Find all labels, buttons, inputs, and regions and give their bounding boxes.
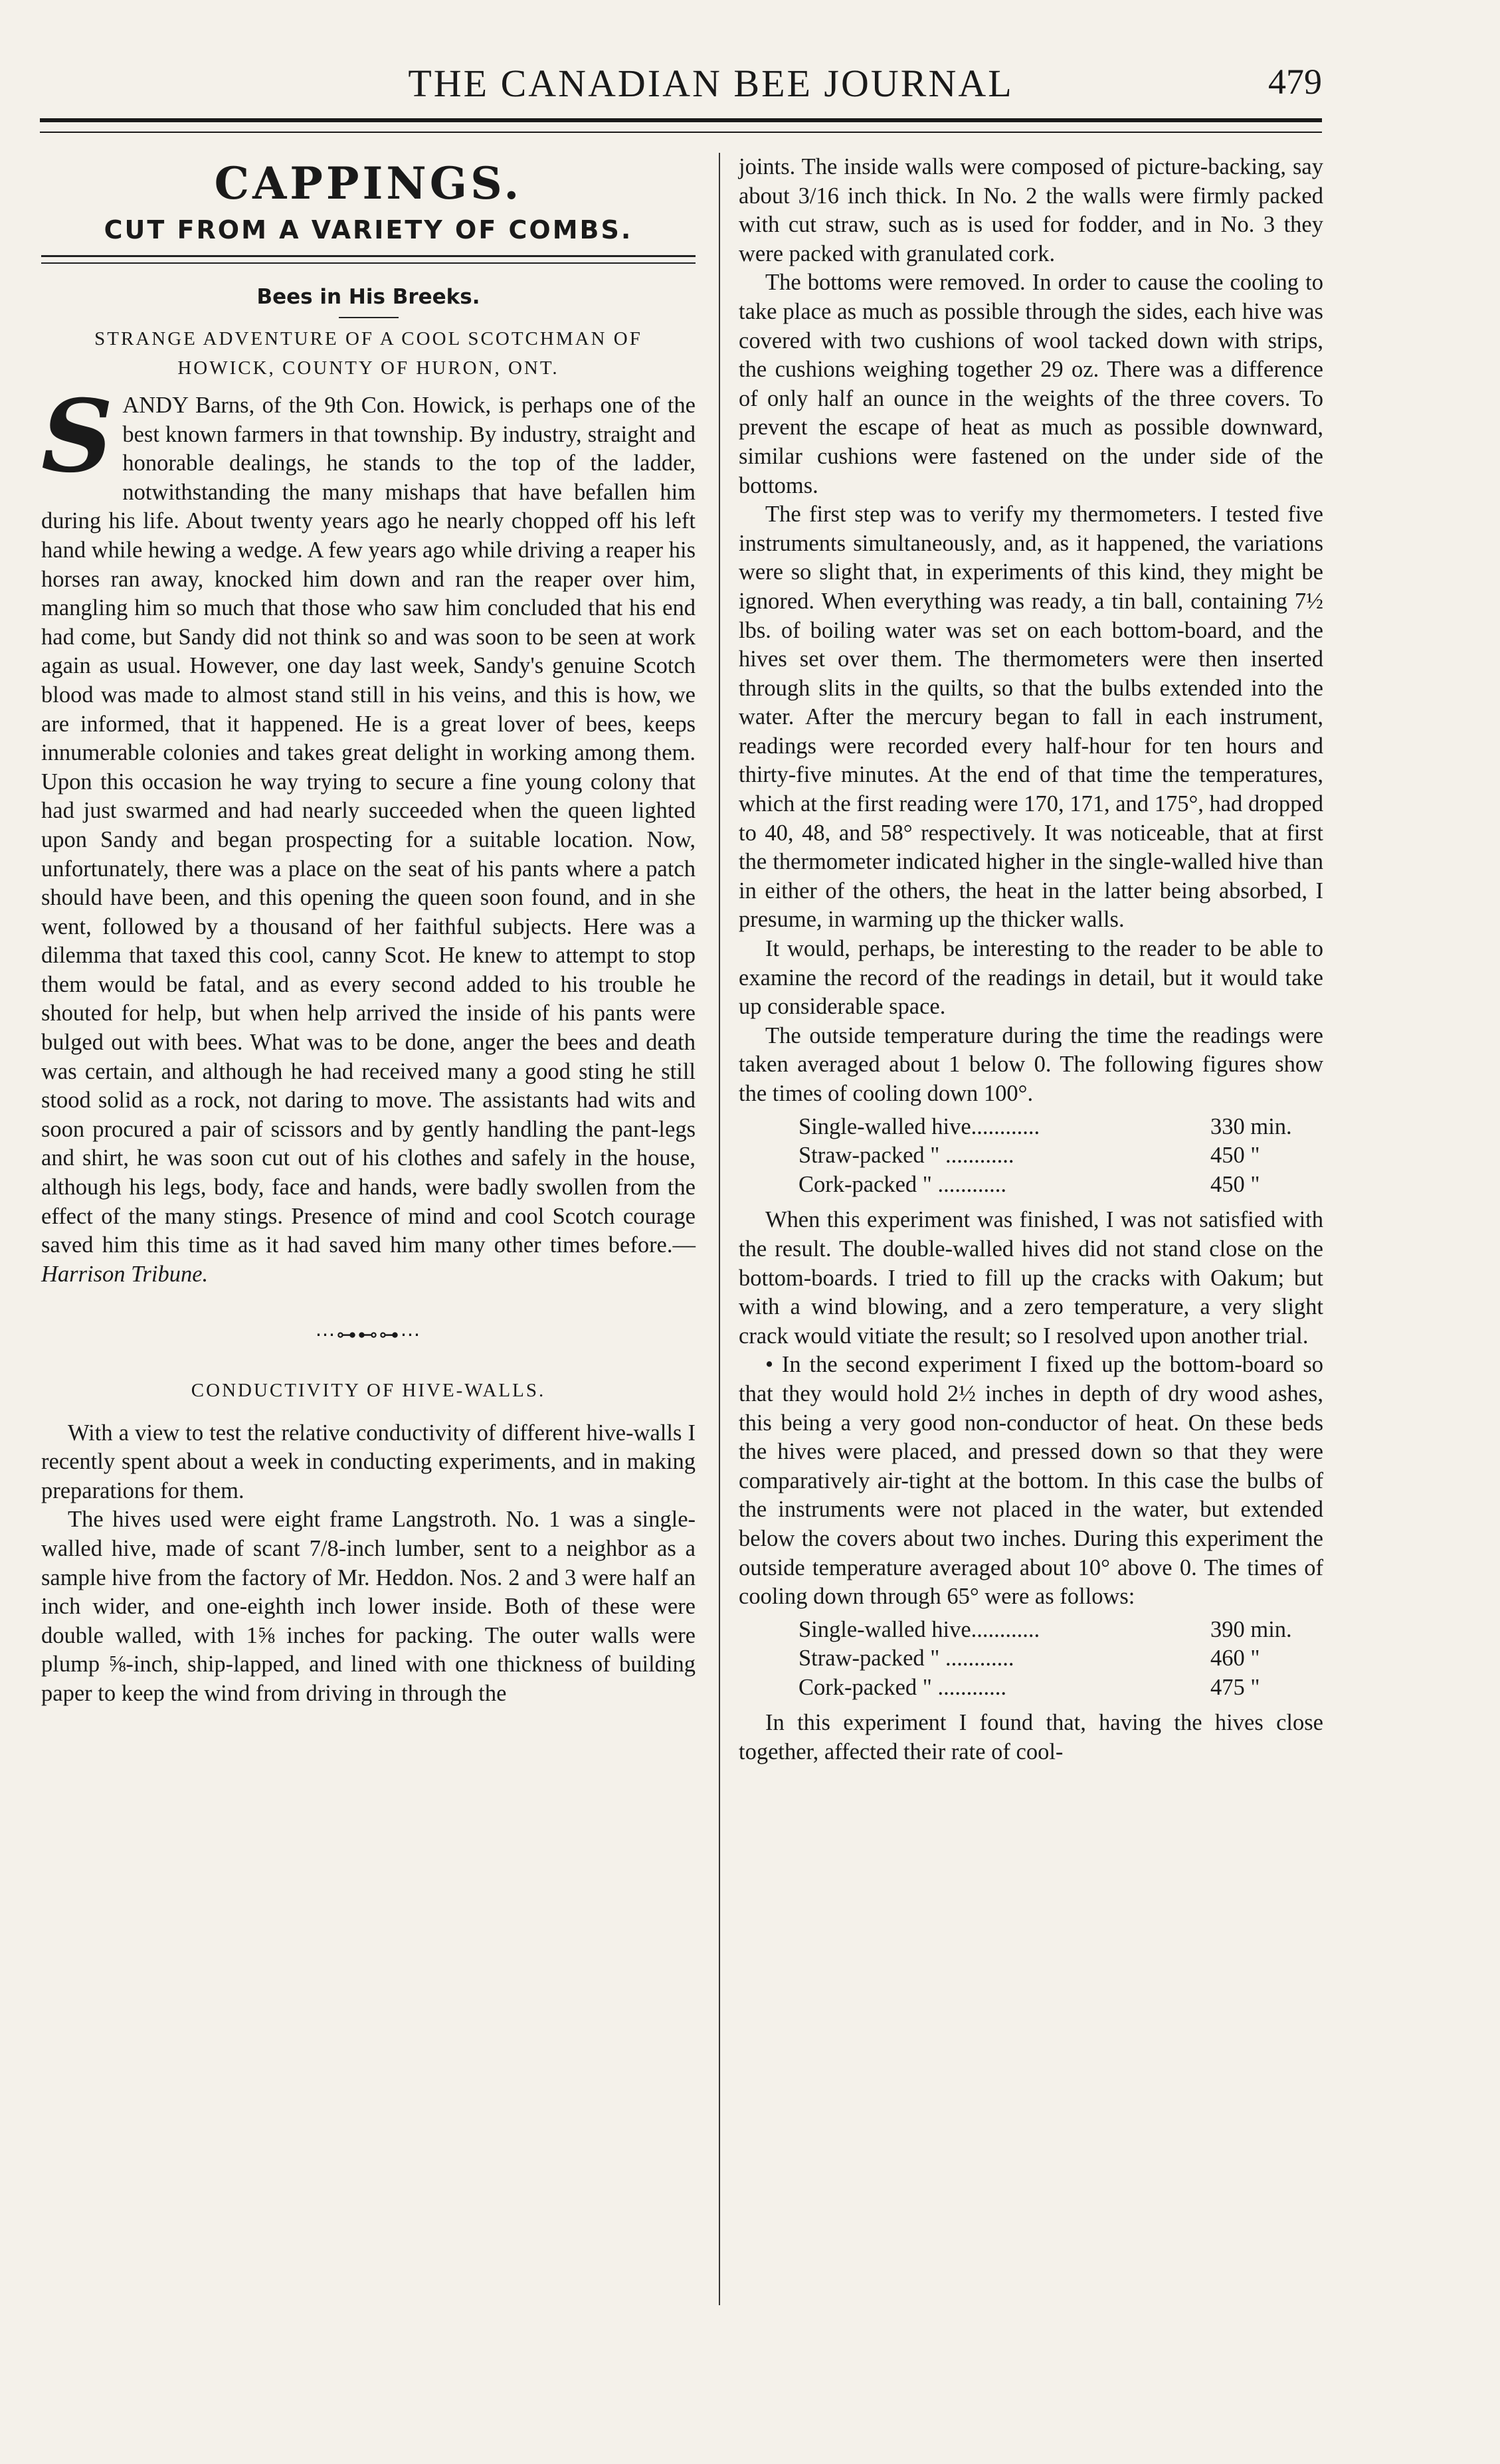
- article-subtitle-line-1: STRANGE ADVENTURE OF A COOL SCOTCHMAN OF: [94, 328, 642, 349]
- article-title-bees-in-breeks: Bees in His Breeks.: [256, 285, 480, 309]
- drop-cap: S: [41, 378, 114, 495]
- right-column: [739, 153, 1323, 1767]
- article-body: [41, 378, 696, 1289]
- table-label: Single-walled hive............: [798, 1113, 1040, 1139]
- table-row: [798, 1141, 1323, 1171]
- paragraph: The outside temperature during the time the readings were taken averaged about 1 below 0. The following figures show the times of cooling down 100°.: [739, 1022, 1323, 1106]
- journal-title: THE CANADIAN BEE JOURNAL: [408, 62, 1014, 105]
- running-head: [40, 61, 1322, 108]
- page-number: 479: [1268, 62, 1322, 102]
- paragraph: With a view to test the relative conductivity of different hive-walls I recently spent about a week in conducting experiments, and in making preparations for them.: [41, 1420, 696, 1503]
- table-value: 330 min.: [1210, 1113, 1292, 1139]
- table-value: 450 ": [1210, 1171, 1260, 1197]
- paragraph: When this experiment was finished, I was not satisfied with the result. The double-walled hives did not stand close on the bottom-boards. I tried to fill up the cracks with Oakum; but with a wind blowing, and a zero temperature, a very slight crack would vitiate the result; so I resolved upon another trial.: [739, 1207, 1323, 1349]
- header-rule-thin: [40, 132, 1322, 133]
- table-label: Straw-packed " ............: [798, 1143, 1014, 1169]
- table-label: Single-walled hive............: [798, 1616, 1040, 1642]
- table-value: 450 ": [1210, 1143, 1260, 1169]
- article-body-text: ANDY Barns, of the 9th Con. Howick, is perhaps one of the best known farmers in that township. By industry, straight and honorable dealings, he stands to the top of the ladder, notwithstanding the many mishaps that have befallen him during his life. About twenty years ago he nearly chopped off his left hand while hewing a wedge. A few years ago while driving a reaper his horses ran away, knocked him down and ran the reaper over him, mangling him so much that those who saw him concluded that his end had come, but Sandy did not think so and was soon to be seen at work again as usual. However, one day last week, Sandy's genuine Scotch blood was made to almost stand still in his veins, and this is how, we are informed, that it happened. He is a great lover of bees, keeps innumerable colonies and takes great delight in working among them. Upon this occasion he way trying to secure a fine young colony that had just swarmed and had nearly succeeded when the queen lighted upon Sandy and began prospecting for a suitable location. Now, unfortunately, there was a place on the seat of his pants where a patch should have been, and this opening the queen soon found, and in she went, followed by a thousand of her faithful subjects. Here was a dilemma that taxed this cool, canny Scot. He knew to attempt to stop them would be fatal, and as every second added to his trouble he shouted for help, but when help arrived the inside of his pants were bulged out with bees. What was to be done, anger the bees and death was certain, and although he had received many a good sting he still stood solid as a rock, not daring to move. The assistants had wits and soon procured a pair of scissors and by gently handling the pant-legs and shirt, he was soon cut out of his clothes and safely in the house, although his legs, body, face and hands, were badly swollen from the effect of the many stings. Presence of mind and cool Scotch courage saved him this time as it had saved him many other times before.—: [41, 393, 696, 1258]
- table-row: [798, 1113, 1323, 1142]
- cooling-table-1: [798, 1113, 1323, 1200]
- table-label: Straw-packed " ............: [798, 1646, 1014, 1671]
- paragraph: The first step was to verify my thermometers. I tested five instruments simultaneously, and, as it happened, the variations were so slight that, in experiments of this kind, they might be ignored. When everything was ready, a tin ball, containing 7½ lbs. of boiling water was set on each bottom-board, and the hives set over them. The thermometers were then inserted through slits in the quilts, so that the bulbs extended into the water. After the mercury began to fall in each instrument, readings were recorded every half-hour for ten hours and thirty-five minutes. At the end of that time the temperatures, which at the first reading were 170, 171, and 175°, had dropped to 40, 48, and 58° respectively. It was noticeable, that at first the thermometer indicated higher in the single-walled hive than in either of the others, the heat in the latter being absorbed, I presume, in warming up the thicker walls.: [739, 502, 1323, 933]
- paragraph: It would, perhaps, be interesting to the reader to be able to examine the record of the readings in detail, but it would take up considerable space.: [739, 936, 1323, 1020]
- paragraph: The hives used were eight frame Langstroth. No. 1 was a single-walled hive, made of scant 7/8-inch lumber, sent to a neighbor as a sample hive from the factory of Mr. Heddon. Nos. 2 and 3 were half an inch wider, and one-eighth inch lower inside. Both of these were double walled, with 1⅝ inches for packing. The outer walls were plump ⅝-inch, ship-lapped, and lined with one thickness of building paper to keep the wind from driving in through the: [41, 1507, 696, 1706]
- paragraph: • In the second experiment I fixed up the bottom-board so that they would hold 2½ inches in depth of dry wood ashes, this being a very good non-conductor of heat. On these beds the hives were placed, and pressed down so that they were comparatively air-tight at the bottom. In this case the bulbs of the instruments were not placed in the water, but extended below the covers about two inches. During this experiment the outside temperature averaged about 10° above 0. The times of cooling down through 65° were as follows:: [739, 1352, 1323, 1610]
- department-rule: [41, 255, 696, 264]
- department-heading: CAPPINGS.: [214, 157, 523, 209]
- paragraph: In this experiment I found that, having the hives close together, affected their rate of cool-: [739, 1710, 1323, 1765]
- section-ornament: ⋯⊶⊷⊶⋯: [315, 1324, 422, 1347]
- table-label: Cork-packed " ............: [798, 1171, 1007, 1197]
- paragraph: joints. The inside walls were composed of picture-backing, say about 3/16 inch thick. In No. 2 the walls were firmly packed with cut straw, such as is used for fodder, and in No. 3 they were packed with granulated cork.: [739, 154, 1323, 266]
- table-row: [798, 1673, 1323, 1703]
- table-value: 390 min.: [1210, 1616, 1292, 1642]
- column-divider: [719, 153, 720, 2305]
- department-subheading: CUT FROM A VARIETY OF COMBS.: [104, 215, 633, 244]
- cooling-table-2: [798, 1616, 1323, 1703]
- table-row: [798, 1616, 1323, 1645]
- paragraph: The bottoms were removed. In order to cause the cooling to take place as much as possible through the sides, each hive was covered with two cushions of wool tacked down with strips, the cushions weighing together 29 oz. There was a difference of only half an ounce in the weights of the three covers. To prevent the escape of heat as much as possible downward, similar cushions were fastened on the under side of the bottoms.: [739, 270, 1323, 498]
- table-row: [798, 1644, 1323, 1673]
- left-column: [41, 153, 696, 1709]
- article-source: Harrison Tribune.: [41, 1261, 209, 1287]
- article-subtitle-line-2: HOWICK, COUNTY OF HURON, ONT.: [177, 357, 559, 379]
- table-value: 460 ": [1210, 1646, 1260, 1671]
- table-value: 475 ": [1210, 1674, 1260, 1700]
- table-row: [798, 1171, 1323, 1200]
- header-rule-thick: [40, 118, 1322, 122]
- title-rule: [339, 317, 399, 318]
- table-label: Cork-packed " ............: [798, 1674, 1007, 1700]
- article-title-conductivity: CONDUCTIVITY OF HIVE-WALLS.: [191, 1380, 546, 1401]
